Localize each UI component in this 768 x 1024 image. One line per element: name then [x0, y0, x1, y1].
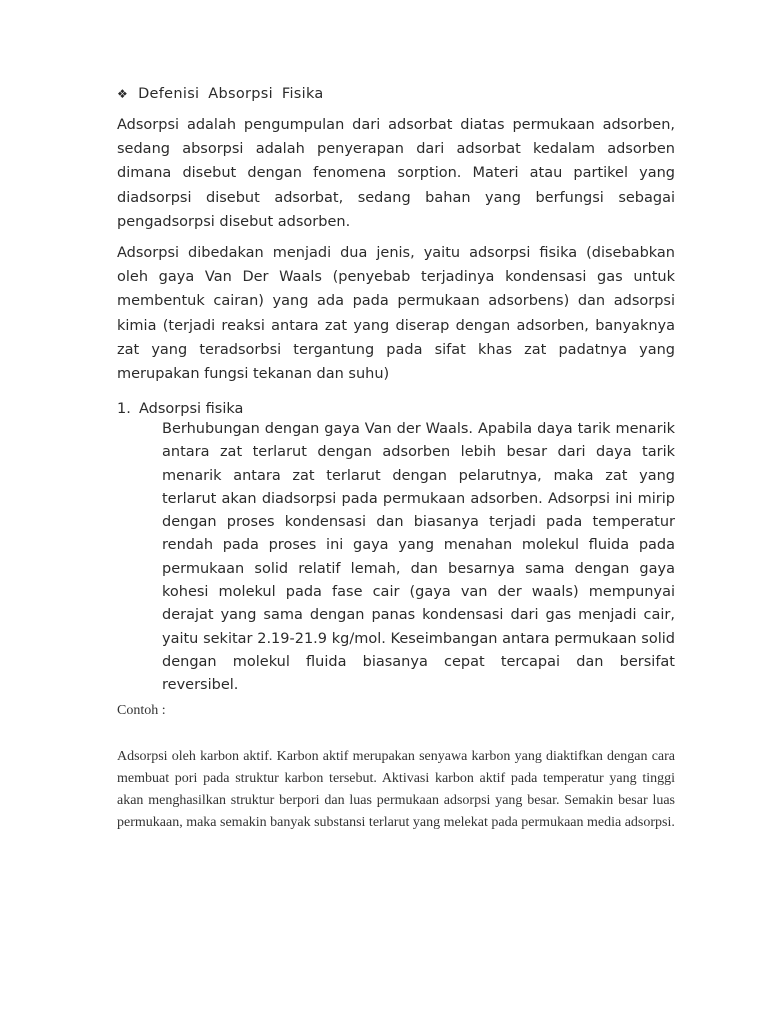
- list-item-number: 1.: [117, 401, 131, 417]
- list-item-body: Berhubungan dengan gaya Van der Waals. Apabila daya tarik menarik antara zat terlarut dengan adsorben lebih besar dari daya tarik menarik antara zat terlarut dengan pelarutnya, maka zat yang terlarut akan diadsorpsi pada permukaan adsorben. Adsorpsi ini mirip dengan proses kondensasi dan biasanya terjadi pada temperatur rendah pada proses ini gaya yang menahan molekul fluida pada permukaan solid relatif lemah, dan besarnya sama dengan gaya kohesi molekul pada fase cair (gaya van der waals) mempunyai derajat yang sama dengan panas kondensasi dari gas menjadi cair, yaitu sekitar 2.19-21.9 kg/mol. Keseimbangan antara permukaan solid dengan molekul fluida biasanya cepat tercapai dan bersifat reversibel.: [162, 421, 675, 694]
- example-paragraph: Adsorpsi oleh karbon aktif. Karbon aktif merupakan senyawa karbon yang diaktifkan dengan cara membuat pori pada struktur karbon tersebut. Aktivasi karbon aktif pada temperatur yang tinggi akan menghasilkan struktur berpori dan luas permukaan adsorpsi yang besar. Semakin besar luas permukaan, maka semakin banyak substansi terlarut yang melekat pada permukaan media adsorpsi.: [117, 749, 675, 830]
- example-label: Contoh :: [117, 703, 166, 718]
- paragraph-definition: Adsorpsi adalah pengumpulan dari adsorbat diatas permukaan adsorben, sedang absorpsi adalah penyerapan dari adsorbat kedalam adsorben dimana disebut dengan fenomena sorption. Materi atau partikel yang diadsorpsi disebut adsorbat, sedang bahan yang berfungsi sebagai pengadsorpsi disebut adsorben.: [117, 117, 675, 230]
- diamond-bullet-icon: ❖: [117, 87, 129, 101]
- heading-text: Defenisi Absorpsi Fisika: [138, 86, 324, 102]
- section-heading: [117, 86, 324, 102]
- list-item-title: Adsorpsi fisika: [139, 401, 244, 417]
- paragraph-types: Adsorpsi dibedakan menjadi dua jenis, yaitu adsorpsi fisika (disebabkan oleh gaya Van Der Waals (penyebab terjadinya kondensasi gas untuk membentuk cairan) yang ada pada permukaan adsorbens) dan adsorpsi kimia (terjadi reaksi antara zat yang diserap dengan adsorben, banyaknya zat yang teradsorbsi tergantung pada sifat khas zat padatnya yang merupakan fungsi tekanan dan suhu): [117, 245, 675, 383]
